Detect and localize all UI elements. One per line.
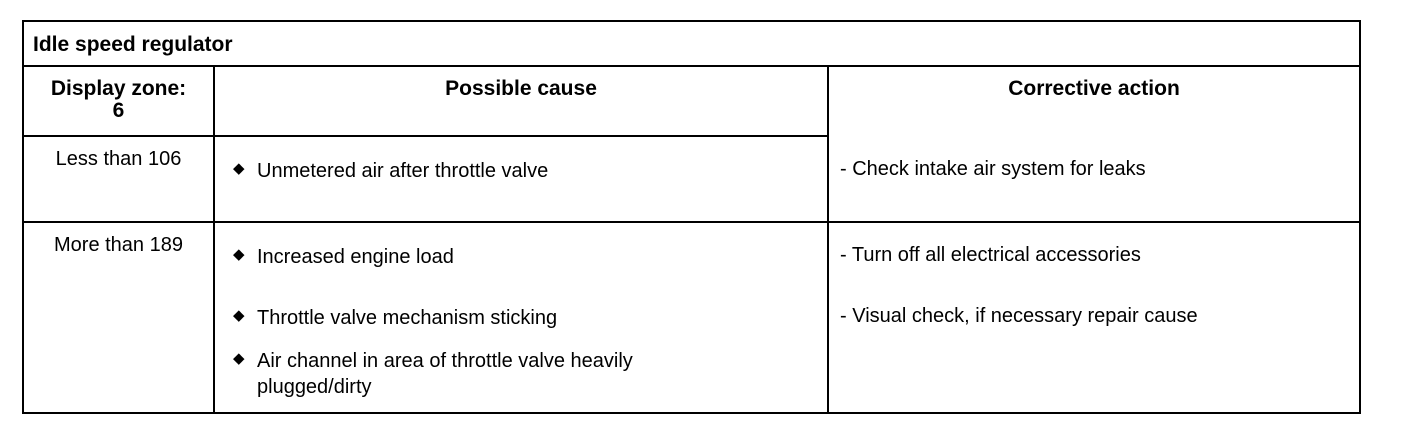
row-1-zone: Less than 106 — [55, 148, 182, 170]
diamond-bullet-icon: ◆ — [233, 307, 245, 324]
column-divider-2 — [827, 67, 829, 414]
column-divider-1 — [213, 67, 215, 414]
header-display-zone-line2: 6 — [112, 99, 125, 122]
row-1-action-1: - Check intake air system for leaks — [840, 158, 1146, 180]
idle-speed-regulator-table — [22, 20, 1361, 414]
cause-text: Throttle valve mechanism sticking — [257, 307, 558, 329]
header-divider — [24, 135, 827, 137]
header-possible-cause: Possible cause — [445, 77, 597, 100]
table-title: Idle speed regulator — [33, 33, 233, 56]
header-display-zone — [24, 78, 213, 122]
row-divider — [24, 221, 1359, 223]
header-corrective-action: Corrective action — [1008, 77, 1180, 100]
cause-text: Increased engine load — [257, 246, 454, 268]
cause-text: Air channel in area of throttle valve heavily plugged/dirty — [257, 350, 633, 398]
cause-text: Unmetered air after throttle valve — [257, 160, 549, 182]
row-2-action-2: - Visual check, if necessary repair cause — [840, 305, 1198, 327]
row-2-action-1: - Turn off all electrical accessories — [840, 244, 1141, 266]
table-title-row — [24, 22, 1359, 67]
row-2-zone: More than 189 — [54, 234, 183, 256]
header-display-zone-line1: Display zone: — [50, 77, 187, 100]
diamond-bullet-icon: ◆ — [233, 350, 245, 367]
diamond-bullet-icon: ◆ — [233, 246, 245, 263]
diamond-bullet-icon: ◆ — [233, 160, 245, 177]
